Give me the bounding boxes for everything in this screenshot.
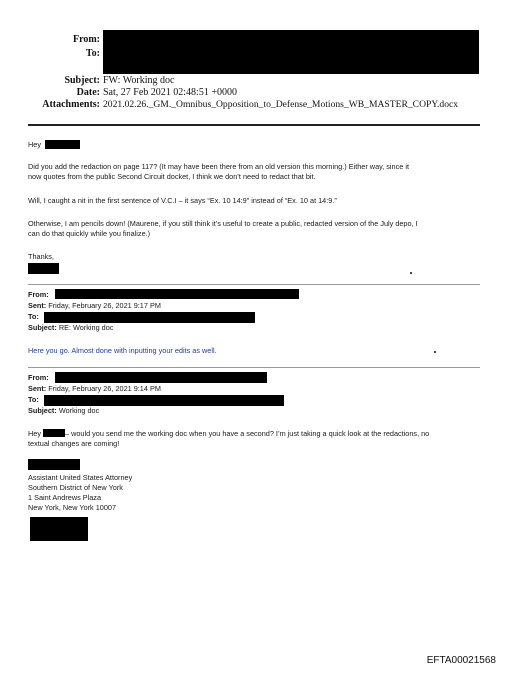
greeting-line xyxy=(28,140,488,150)
message3-sent-value: Friday, February 26, 2021 9:14 PM xyxy=(48,384,161,393)
attachments-label: Attachments: xyxy=(42,99,100,110)
subject-label: Subject: xyxy=(64,75,100,86)
date-label: Date: xyxy=(76,87,100,98)
stray-mark xyxy=(410,272,412,274)
message2-sent-label: Sent: xyxy=(28,301,47,310)
redaction-greeting-name xyxy=(45,140,80,149)
sig-address: 1 Saint Andrews Plaza xyxy=(28,493,102,502)
redaction-message2-from xyxy=(55,289,299,299)
message2-body: Here you go. Almost done with inputting your edits as well. xyxy=(28,346,217,355)
para1-line1: Did you add the redaction on page 117? (It may have been there from an old version this morning.) Either way, since it xyxy=(28,162,409,171)
message1-signoff: Thanks, xyxy=(28,252,54,261)
message2-subject-line xyxy=(28,323,488,333)
date-value: Sat, 27 Feb 2021 02:48:51 +0000 xyxy=(103,87,237,98)
header-divider xyxy=(28,124,480,126)
stray-mark-2 xyxy=(434,351,436,353)
redaction-signature-contact xyxy=(30,517,88,541)
greeting: Hey xyxy=(28,140,41,149)
message3-subject-value: Working doc xyxy=(58,406,100,415)
sig-city: New York, New York 10007 xyxy=(28,503,117,512)
para1-line2: now quotes from the public Second Circuit docket, I think we don’t need to redact that bit. xyxy=(28,172,316,181)
message2-divider xyxy=(28,284,480,285)
to-label: To: xyxy=(85,48,100,59)
message3-body-line2: textual changes are coming! xyxy=(28,439,120,448)
message1-para1 xyxy=(28,162,488,182)
attachments-value[interactable]: 2021.02.26._GM._Omnibus_Opposition_to_Defense_Motions_WB_MASTER_COPY.docx xyxy=(103,99,459,110)
signature-block xyxy=(28,473,488,513)
para3-line1: Otherwise, I am pencils down! (Maurene, if you still think it’s useful to create a public, redacted version of the July depo, I xyxy=(28,219,418,228)
redaction-from-to xyxy=(103,30,479,74)
subject-value: FW: Working doc xyxy=(103,75,175,86)
from-label: From: xyxy=(72,34,100,45)
sig-title: Assistant United States Attorney xyxy=(28,473,133,482)
message2-subject-value: RE: Working doc xyxy=(58,323,114,332)
message3-line1-text: – would you send me the working doc when you have a second? I’m just taking a quick look at the redactions, no xyxy=(64,429,430,438)
message2-sent-line xyxy=(28,301,488,311)
redaction-signature-name xyxy=(28,459,80,470)
redaction-signature xyxy=(28,263,59,274)
message3-from-label: From: xyxy=(28,373,49,382)
message3-sent-line xyxy=(28,384,488,394)
para3-line2: can do that quickly while you finalize.) xyxy=(28,229,151,238)
message3-divider xyxy=(28,367,480,368)
redaction-message2-to xyxy=(44,312,255,323)
message3-hey: Hey xyxy=(28,429,41,438)
redaction-message3-to xyxy=(44,395,284,406)
message2-subject-label: Subject: xyxy=(28,323,57,332)
message3-subject-label: Subject: xyxy=(28,406,57,415)
message3-to-label: To: xyxy=(28,395,39,404)
message1-para3 xyxy=(28,219,488,239)
message3-subject-line xyxy=(28,406,488,416)
message3-body xyxy=(28,429,488,449)
message2-to-label: To: xyxy=(28,312,39,321)
redaction-message3-from xyxy=(55,372,267,383)
sig-office: Southern District of New York xyxy=(28,483,123,492)
message2-sent-value: Friday, February 26, 2021 9:17 PM xyxy=(48,301,161,310)
message1-para2: Will, I caught a nit in the first sentence of V.C.I – it says “Ex. 10 14:9” instead of “Ex. 10 at 14:9.” xyxy=(28,196,337,205)
message3-body-line1 xyxy=(28,429,488,439)
message3-sent-label: Sent: xyxy=(28,384,47,393)
redaction-message3-name xyxy=(43,429,65,437)
message2-from-label: From: xyxy=(28,290,49,299)
document-id: EFTA00021568 xyxy=(426,655,496,666)
